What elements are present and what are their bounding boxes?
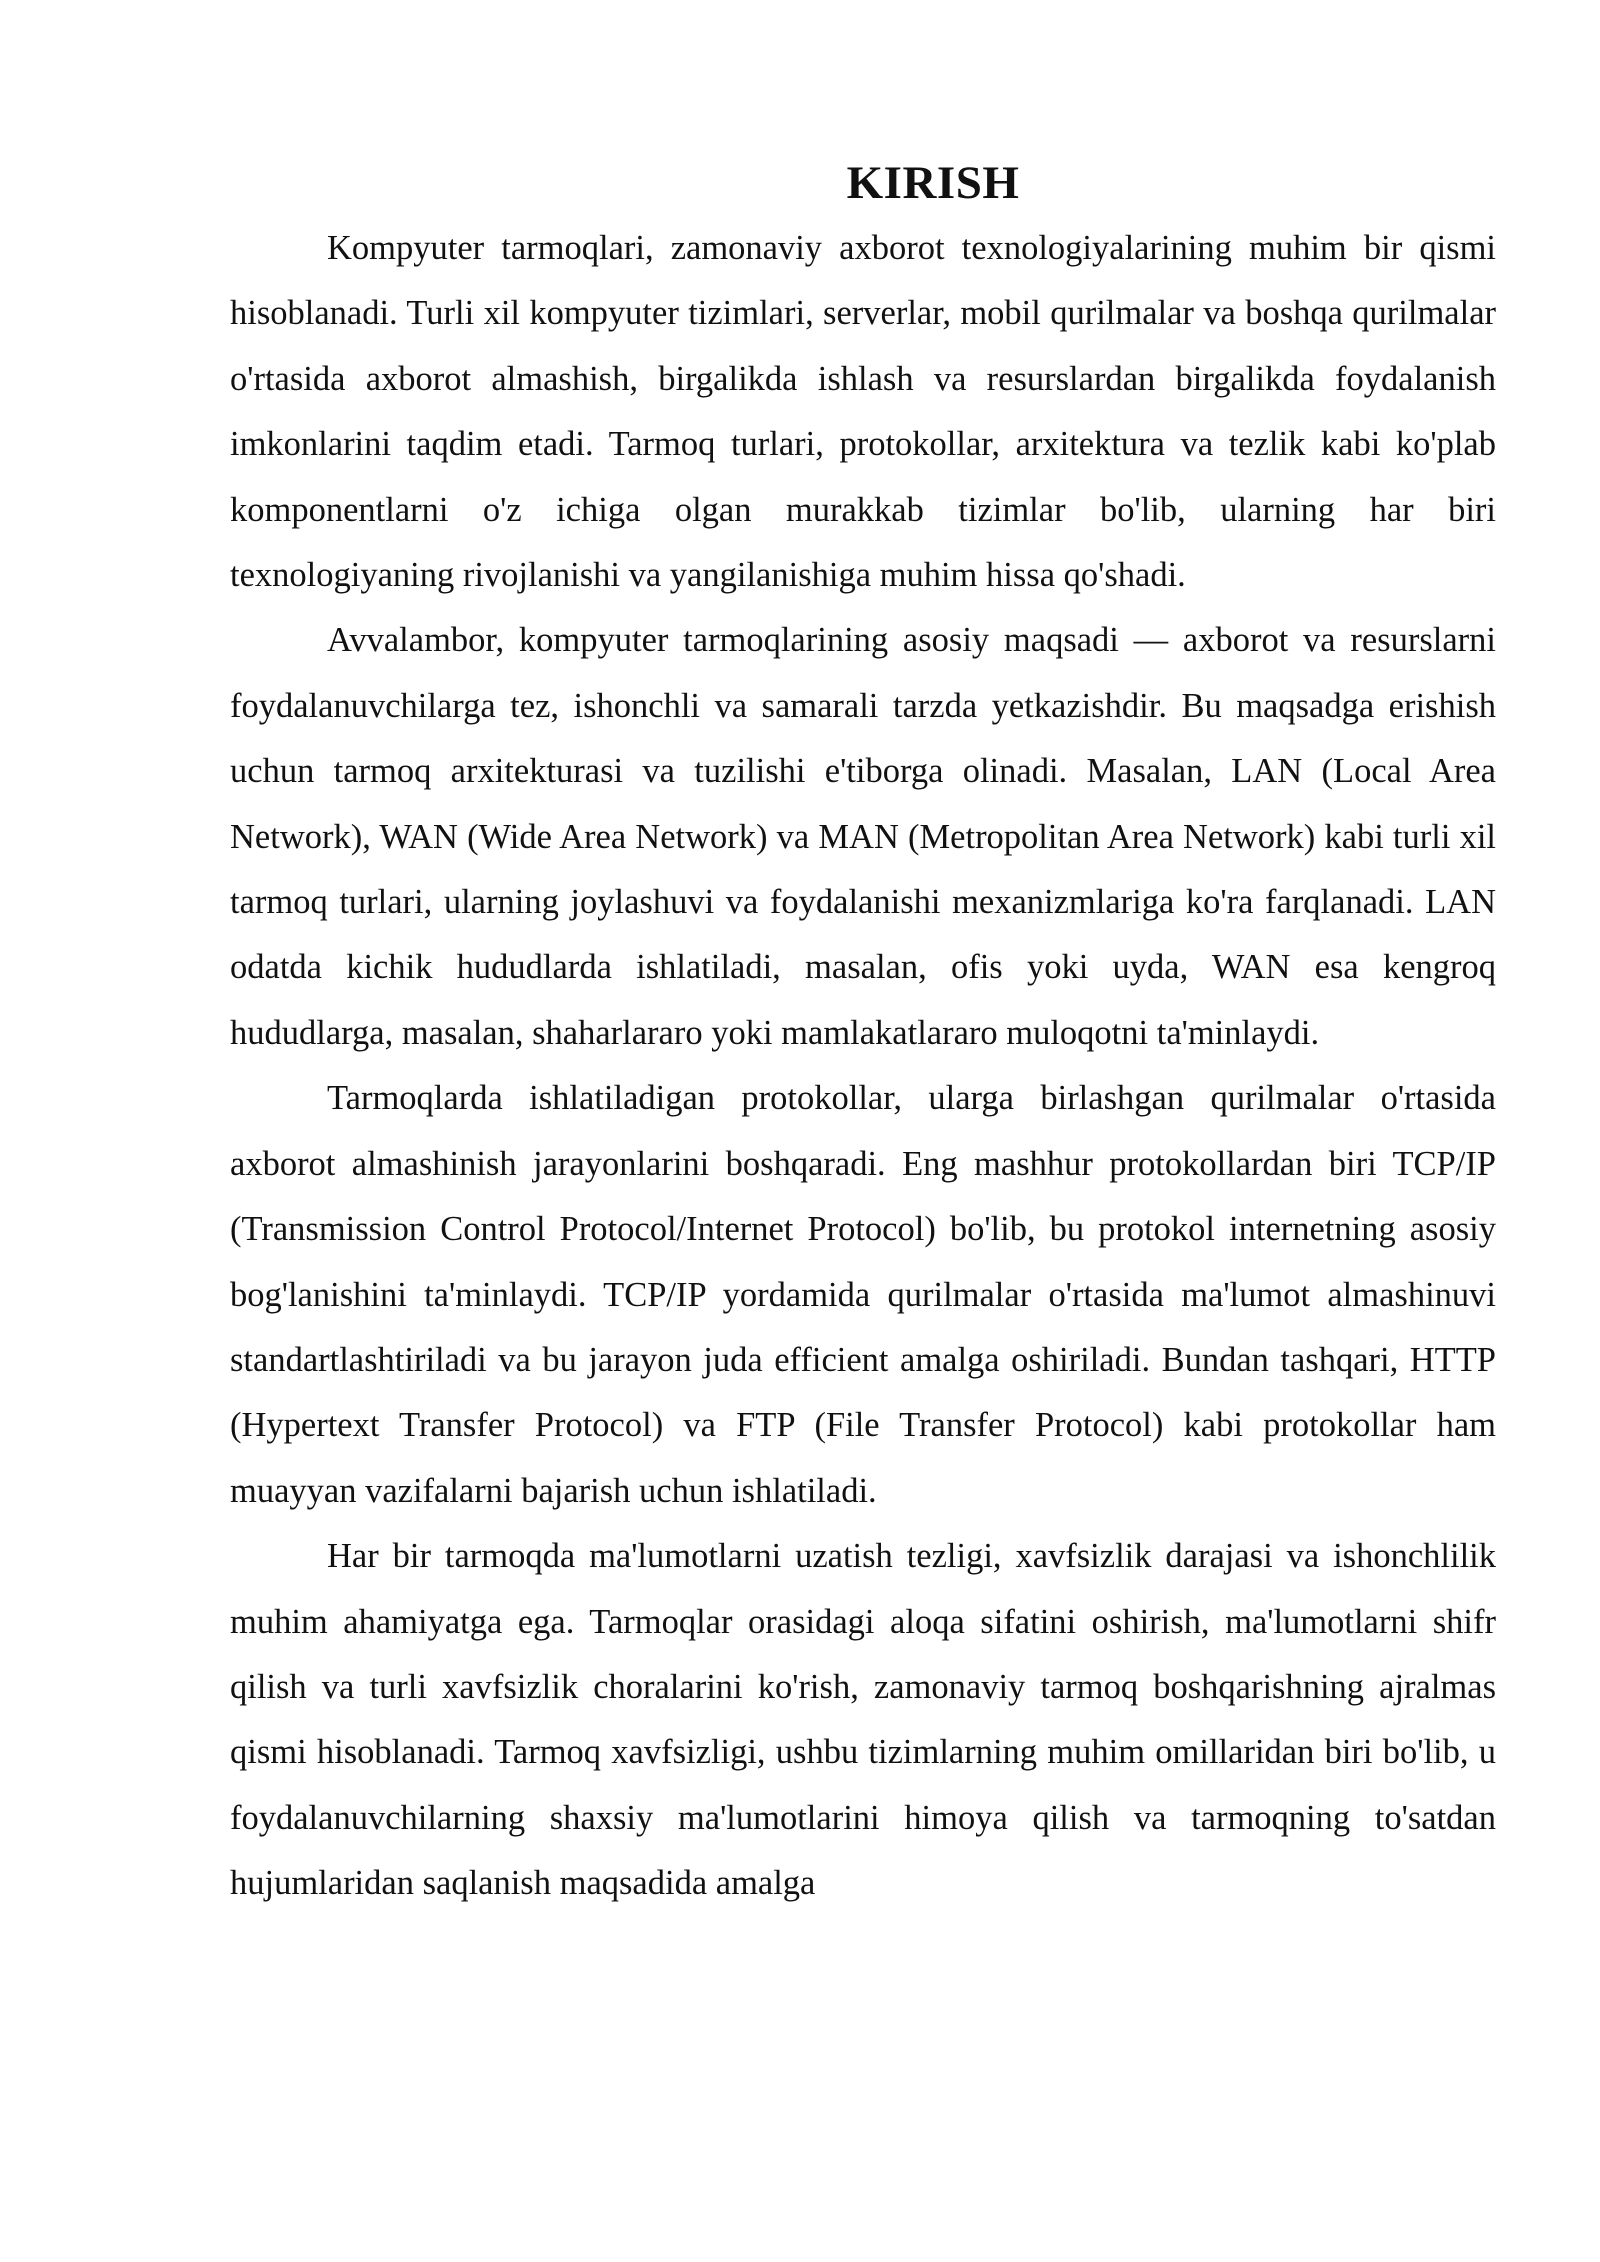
page-title: KIRISH [846,157,1020,209]
paragraph-3: Tarmoqlarda ishlatiladigan protokollar, ularga birlashgan qurilmalar o'rtasida axborot almashinish jarayonlarini boshqaradi. Eng mashhur protokollardan biri TCP/IP (Transmission Control Protocol/Internet Protocol) bo'lib, bu protokol internetning asosiy bog'lanishini ta'minlaydi. TCP/IP yordamida qurilmalar o'rtasida ma'lumot almashinuvi standartlashtiriladi va bu jarayon juda efficient amalga oshiriladi. Bundan tashqari, HTTP (Hypertext Transfer Protocol) va FTP (File Transfer Protocol) kabi protokollar ham muayyan vazifalarni bajarish uchun ishlatiladi. [230,1079,1496,1510]
paragraph-1: Kompyuter tarmoqlari, zamonaviy axborot texnologiyalarining muhim bir qismi hisoblanadi. Turli xil kompyuter tizimlari, serverlar, mobil qurilmalar va boshqa qurilmalar o'rtasida axborot almashish, birgalikda ishlash va resurslardan birgalikda foydalanish imkonlarini taqdim etadi. Tarmoq turlari, protokollar, arxitektura va tezlik kabi ko'plab komponentlarni o'z ichiga olgan murakkab tizimlar bo'lib, ularning har biri texnologiyaning rivojlanishi va yangilanishiga muhim hissa qo'shadi. [230,229,1496,595]
paragraph-2: Avvalambor, kompyuter tarmoqlarining asosiy maqsadi — axborot va resurslarni foydalanuvchilarga tez, ishonchli va samarali tarzda yetkazishdir. Bu maqsadga erishish uchun tarmoq arxitekturasi va tuzilishi e'tiborga olinadi. Masalan, LAN (Local Area Network), WAN (Wide Area Network) va MAN (Metropolitan Area Network) kabi turli xil tarmoq turlari, ularning joylashuvi va foydalanishi mexanizmlariga ko'ra farqlanadi. LAN odatda kichik hududlarda ishlatiladi, masalan, ofis yoki uyda, WAN esa kengroq hududlarga, masalan, shaharlararo yoki mamlakatlararo muloqotni ta'minlaydi. [230,621,1496,1052]
document-body [230,150,1496,1917]
paragraph-4: Har bir tarmoqda ma'lumotlarni uzatish tezligi, xavfsizlik darajasi va ishonchlilik muhim ahamiyatga ega. Tarmoqlar orasidagi aloqa sifatini oshirish, ma'lumotlarni shifr qilish va turli xavfsizlik choralarini ko'rish, zamonaviy tarmoq boshqarishning ajralmas qismi hisoblanadi. Tarmoq xavfsizligi, ushbu tizimlarning muhim omillaridan biri bo'lib, u foydalanuvchilarning shaxsiy ma'lumotlarini himoya qilish va tarmoqning to'satdan hujumlaridan saqlanish maqsadida amalga [230,1537,1496,1903]
